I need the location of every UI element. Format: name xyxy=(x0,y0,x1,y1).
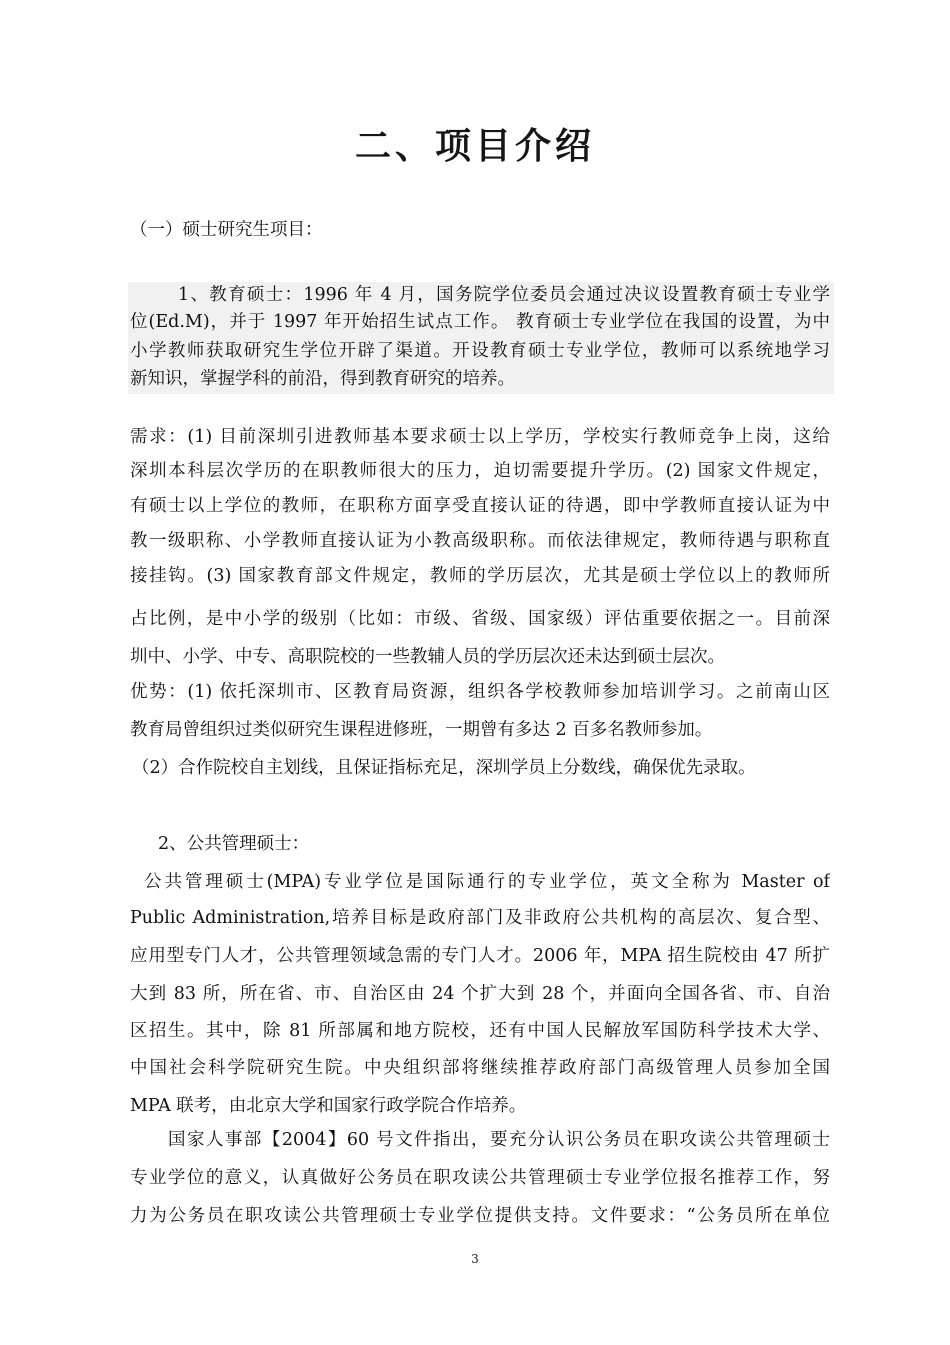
advantage-line: 优势：(1) 依托深圳市、区教育局资源，组织各学校教师参加培训学习。之前南山区 xyxy=(130,682,830,702)
section-heading: （一）硕士研究生项目： xyxy=(130,220,323,240)
edm-line: 新知识，掌握学科的前沿，得到教育研究的培养。 xyxy=(130,369,515,389)
mpa-line: 大到 83 所，所在省、市、自治区由 24 个扩大到 28 个，并面向全国各省、市、自治 xyxy=(130,984,830,1004)
page-title: 二、项目介绍 xyxy=(354,126,595,167)
demand-line: 教一级职称、小学教师直接认证为小教高级职称。而依法律规定，教师待遇与职称直 xyxy=(130,531,830,551)
mpa-line: 应用型专门人才，公共管理领域急需的专门人才。2006 年，MPA 招生院校由 47 所扩 xyxy=(130,946,830,966)
edm-line: 小学教师获取研究生学位开辟了渠道。开设教育硕士专业学位，教师可以系统地学习 xyxy=(130,341,830,361)
advantage-line: （2）合作院校自主划线，且保证指标充足，深圳学员上分数线，确保优先录取。 xyxy=(132,758,756,778)
mpa-line: 区招生。其中，除 81 所部属和地方院校，还有中国人民解放军国防科学技术大学、 xyxy=(130,1021,830,1041)
demand-line: 需求：(1) 目前深圳引进教师基本要求硕士以上学历，学校实行教师竞争上岗，这给 xyxy=(130,427,830,447)
mpa-para2-line: 力为公务员在职攻读公共管理硕士专业学位提供支持。文件要求：“公务员所在单位 xyxy=(130,1206,830,1226)
demand-line: 圳中、小学、中专、高职院校的一些教辅人员的学历层次还未达到硕士层次。 xyxy=(130,647,725,667)
edm-heading: 1、教育硕士：1996 年 4 月，国务院学位委员会通过决议设置教育硕士专业学 xyxy=(178,285,830,305)
mpa-line: MPA 联考，由北京大学和国家行政学院合作培养。 xyxy=(130,1096,527,1116)
page-number: 3 xyxy=(471,1252,479,1266)
demand-line: 接挂钩。(3) 国家教育部文件规定，教师的学历层次，尤其是硕士学位以上的教师所 xyxy=(130,566,830,586)
mpa-line: 公共管理硕士(MPA)专业学位是国际通行的专业学位，英文全称为 Master of xyxy=(144,872,830,892)
demand-line: 有硕士以上学位的教师，在职称方面享受直接认证的待遇，即中学教师直接认证为中 xyxy=(130,496,830,516)
mpa-line: 中国社会科学院研究生院。中央组织部将继续推荐政府部门高级管理人员参加全国 xyxy=(130,1058,830,1078)
demand-line: 深圳本科层次学历的在职教师很大的压力，迫切需要提升学历。(2) 国家文件规定， xyxy=(130,461,830,481)
mpa-heading: 2、公共管理硕士： xyxy=(158,834,310,854)
demand-line: 占比例，是中小学的级别（比如：市级、省级、国家级）评估重要依据之一。目前深 xyxy=(130,609,830,629)
edm-line: 位(Ed.M)，并于 1997 年开始招生试点工作。 教育硕士专业学位在我国的设置，为中 xyxy=(130,312,830,332)
mpa-para2-line: 国家人事部【2004】60 号文件指出，要充分认识公务员在职攻读公共管理硕士 xyxy=(168,1130,830,1150)
advantage-line: 教育局曾组织过类似研究生课程进修班，一期曾有多达 2 百多名教师参加。 xyxy=(130,720,713,740)
mpa-para2-line: 专业学位的意义，认真做好公务员在职攻读公共管理硕士专业学位报名推荐工作，努 xyxy=(130,1168,830,1188)
mpa-line: Public Administration,培养目标是政府部门及非政府公共机构的高层次、复合型、 xyxy=(130,908,830,928)
